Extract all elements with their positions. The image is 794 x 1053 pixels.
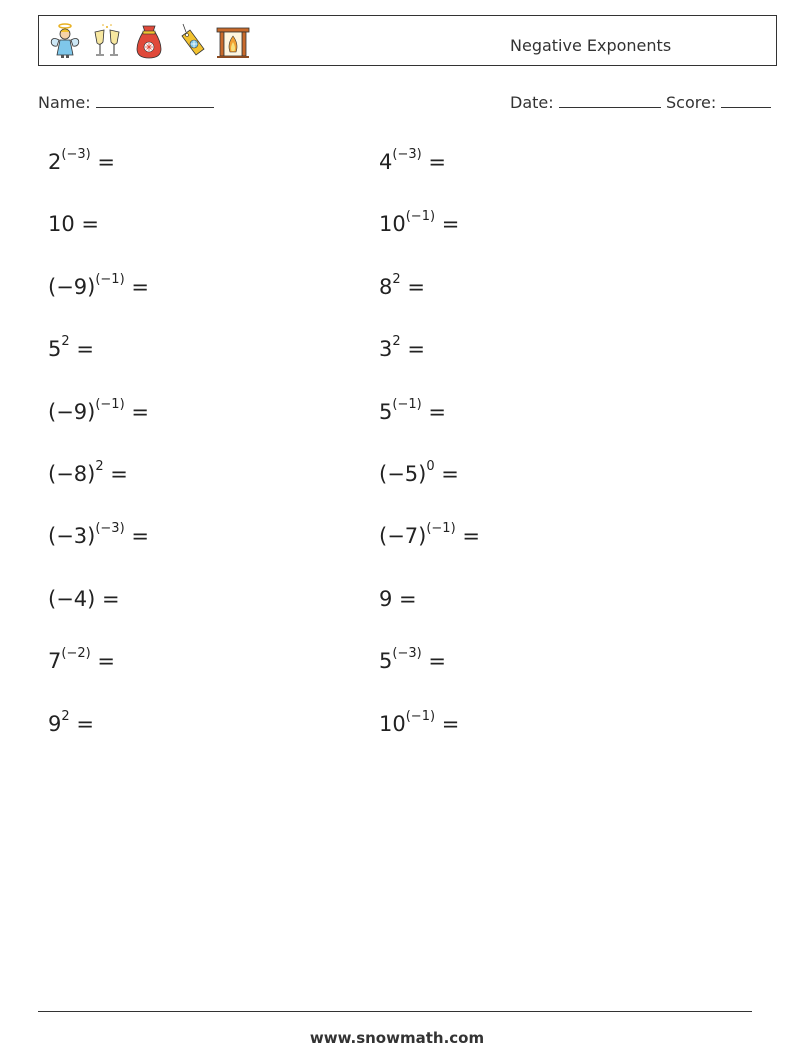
problem-item xyxy=(379,271,425,299)
problem-item xyxy=(379,396,446,424)
problem-item xyxy=(48,708,94,736)
name-field xyxy=(38,93,214,112)
problem-exponent: (−1) xyxy=(405,708,436,724)
problem-exponent: (−3) xyxy=(392,147,422,162)
problem-equals: = xyxy=(74,212,100,237)
problem-item xyxy=(48,212,99,236)
problem-equals: = xyxy=(421,399,446,424)
champagne-glasses-icon xyxy=(89,22,125,60)
problem-base: (−8) xyxy=(48,462,96,486)
problem-base: (−9) xyxy=(48,399,96,424)
problem-base: 2 xyxy=(48,150,62,174)
problem-exponent: (−1) xyxy=(405,209,436,225)
problem-item xyxy=(379,587,417,611)
gift-sack-icon xyxy=(131,22,167,60)
problem-equals: = xyxy=(90,150,115,174)
problem-item xyxy=(48,587,120,611)
problem-exponent: 2 xyxy=(95,459,104,474)
problem-base: 10 xyxy=(379,212,406,237)
header-icons xyxy=(47,22,251,60)
problem-exponent: (−1) xyxy=(95,396,125,412)
problem-exponent: (−1) xyxy=(426,521,456,537)
problem-equals: = xyxy=(124,274,149,299)
problem-equals: = xyxy=(103,462,128,486)
name-label: Name: xyxy=(38,93,91,112)
problem-base: 3 xyxy=(379,337,393,362)
gift-tag-icon xyxy=(173,22,209,60)
problem-base: (−5) xyxy=(379,462,427,486)
footer-divider xyxy=(38,1011,752,1012)
problem-base: 7 xyxy=(48,649,62,674)
problem-exponent: 2 xyxy=(392,271,401,287)
problem-exponent: 2 xyxy=(61,708,70,724)
problem-item xyxy=(379,459,459,486)
problem-item xyxy=(48,521,149,549)
problem-exponent: (−1) xyxy=(95,271,125,287)
date-blank[interactable] xyxy=(559,93,661,108)
problem-item xyxy=(48,459,128,486)
problem-exponent: (−2) xyxy=(61,646,91,662)
problem-item xyxy=(379,521,480,549)
problem-item xyxy=(379,209,460,237)
problem-base: 9 xyxy=(379,586,393,611)
problem-equals: = xyxy=(435,711,460,736)
problem-item xyxy=(48,646,115,674)
name-blank[interactable] xyxy=(96,93,214,108)
problem-base: (−4) xyxy=(48,586,96,611)
problem-equals: = xyxy=(392,586,417,611)
problem-item xyxy=(48,334,94,362)
problem-equals: = xyxy=(69,711,94,736)
problem-item xyxy=(48,396,149,424)
problem-base: (−9) xyxy=(48,274,96,299)
problem-exponent: 2 xyxy=(61,334,70,350)
problem-base: 10 xyxy=(48,212,75,237)
problem-base: 5 xyxy=(379,649,393,674)
problem-equals: = xyxy=(455,524,480,549)
problem-equals: = xyxy=(400,274,425,299)
problem-exponent: 0 xyxy=(426,459,435,474)
problem-equals: = xyxy=(421,649,446,674)
fireplace-icon xyxy=(215,22,251,60)
date-field xyxy=(510,93,661,112)
problem-item xyxy=(379,646,446,674)
worksheet-title: Negative Exponents xyxy=(510,36,672,55)
problem-base: 10 xyxy=(379,711,406,736)
score-blank[interactable] xyxy=(721,93,771,108)
problem-base: 5 xyxy=(48,337,62,362)
problem-base: 9 xyxy=(48,711,62,736)
problem-base: 5 xyxy=(379,399,393,424)
problem-base: (−7) xyxy=(379,524,427,549)
problem-exponent: (−3) xyxy=(61,147,91,162)
problem-equals: = xyxy=(124,524,149,549)
problem-item xyxy=(379,147,446,174)
problem-base: 4 xyxy=(379,150,393,174)
problem-exponent: 2 xyxy=(392,334,401,350)
worksheet-header xyxy=(38,15,777,66)
problem-equals: = xyxy=(421,150,446,174)
problem-exponent: (−3) xyxy=(95,521,125,537)
problem-exponent: (−1) xyxy=(392,396,422,412)
problem-base: 8 xyxy=(379,274,393,299)
problem-equals: = xyxy=(95,586,120,611)
problem-base: (−3) xyxy=(48,524,96,549)
date-label: Date: xyxy=(510,93,554,112)
problem-equals: = xyxy=(400,337,425,362)
problem-item xyxy=(379,334,425,362)
angel-icon xyxy=(47,22,83,60)
problem-equals: = xyxy=(124,399,149,424)
problem-equals: = xyxy=(435,212,460,237)
problem-item xyxy=(379,708,460,736)
problem-item xyxy=(48,271,149,299)
score-label: Score: xyxy=(666,93,717,112)
problem-equals: = xyxy=(434,462,459,486)
footer-url: www.snowmath.com xyxy=(309,1029,485,1047)
problem-exponent: (−3) xyxy=(392,646,422,662)
problem-equals: = xyxy=(90,649,115,674)
score-field xyxy=(666,93,771,112)
problem-item xyxy=(48,147,115,174)
problem-equals: = xyxy=(69,337,94,362)
